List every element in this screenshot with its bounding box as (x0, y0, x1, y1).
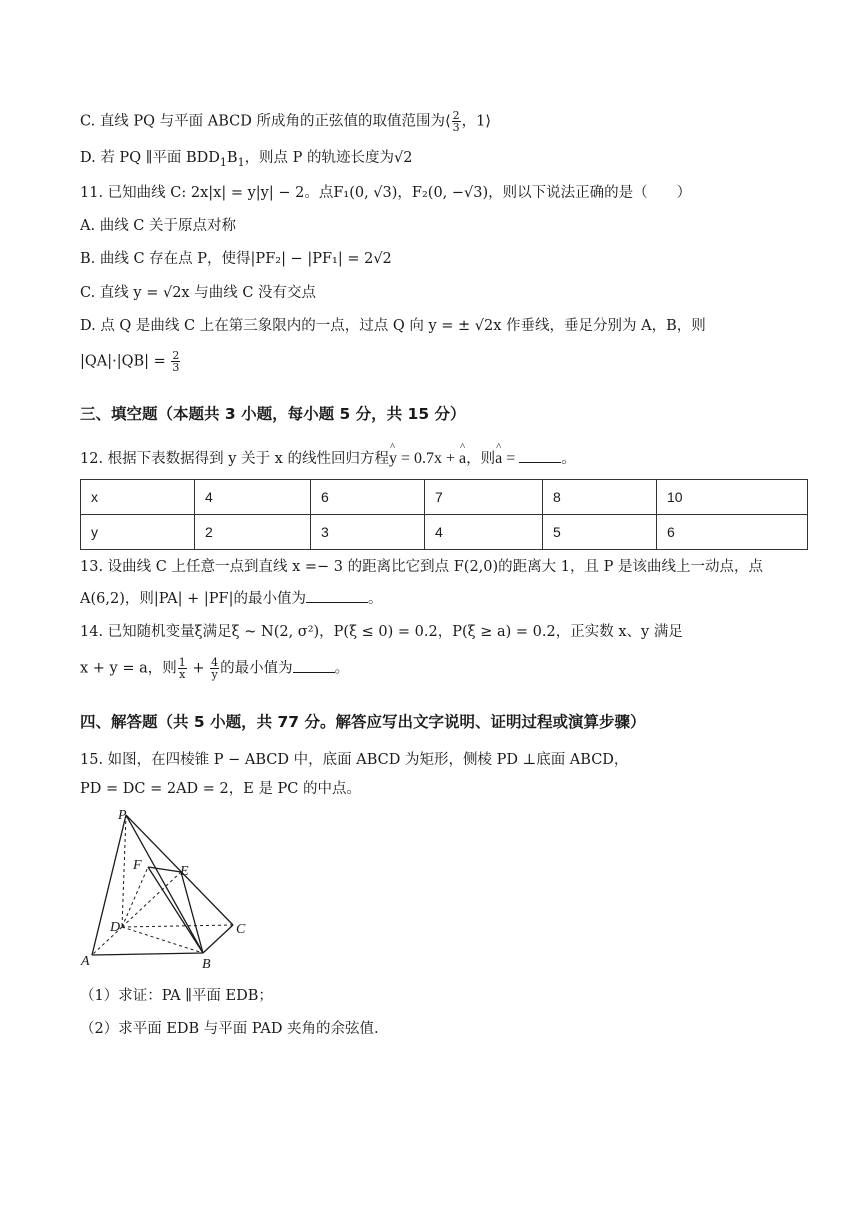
q12-data-table (80, 479, 808, 550)
q11-option-d: D. 点 Q 是曲线 C 上在第三象限内的一点，过点 Q 向 y = ± √2x 作垂线，垂足分别为 A，B，则 (80, 318, 706, 334)
q14-line2: x + y = a，则 $\frac{1}{x}$ + $\frac{4}{y}$ 的最小值为 。 (80, 656, 350, 681)
q13-answer-blank (306, 590, 368, 603)
section-3-title: 三、填空题（本题共 3 小题，每小题 5 分，共 15 分） (80, 405, 466, 423)
table-row (81, 515, 808, 550)
q14-fraction-2: $\frac{4}{y}$ (211, 656, 219, 681)
vertex-label-p: P (118, 808, 127, 823)
q15-subquestion-2: （2）求平面 EDB 与平面 PAD 夹角的余弦值. (80, 1021, 379, 1037)
q14-fraction-1: $\frac{1}{x}$ (178, 656, 186, 681)
table-row (81, 480, 808, 515)
q10-option-c-fraction: $\frac{2}{3}$ (452, 109, 460, 134)
q11-option-d-line2: |QA|·|QB| = $\frac{2}{3}$ (80, 349, 180, 374)
table-cell: 7 (425, 480, 543, 515)
q11-stem: 11. 已知曲线 C: 2x|x| = y|y| − 2。点F₁(0, √3)，F₂(0, −√3)，则以下说法正确的是（ ） (80, 185, 692, 201)
vertex-label-a: A (81, 954, 90, 969)
vertex-label-b: B (202, 957, 211, 972)
table-cell: 5 (543, 515, 657, 550)
q14-line1: 14. 已知随机变量ξ满足ξ ~ N(2, σ²)，P(ξ ≤ 0) = 0.2，P(ξ ≥ a) = 0.2，正实数 x、y 满足 (80, 624, 683, 640)
q11-option-b: B. 曲线 C 存在点 P，使得|PF₂| − |PF₁| = 2√2 (80, 251, 392, 267)
vertex-label-c: C (236, 922, 246, 937)
q12-stem: 12. 根据下表数据得到 y 关于 x 的线性回归方程^ y = 0.7x + ^ a，则^ a = 。 (80, 449, 576, 469)
q11-option-c: C. 直线 y = √2x 与曲线 C 没有交点 (80, 285, 317, 301)
q10-option-c: C. 直线 PQ 与平面 ABCD 所成角的正弦值的取值范围为⟨ $\frac{2}{3}$ ，1⟩ (80, 109, 492, 134)
table-cell: 6 (657, 515, 808, 550)
q13-line2: A(6,2)，则|PA| + |PF|的最小值为 。 (80, 591, 383, 607)
table-cell: 10 (657, 480, 808, 515)
q11-option-d-fraction: $\frac{2}{3}$ (172, 349, 180, 374)
section-4-title: 四、解答题（共 5 小题，共 77 分。解答应写出文字说明、证明过程或演算步骤） (80, 713, 646, 731)
table-cell: 4 (425, 515, 543, 550)
point-label-e: E (180, 864, 189, 879)
q15-line1: 15. 如图，在四棱锥 P − ABCD 中，底面 ABCD 为矩形，侧棱 PD ⊥底面 ABCD， (80, 752, 629, 768)
q10-option-d: D. 若 PQ ∥平面 $BDD_1B_1$，则点 P 的轨迹长度为√2 (80, 150, 413, 169)
q13-line1: 13. 设曲线 C 上任意一点到直线 x =− 3 的距离比它到点 F(2,0)的距离大 1，且 P 是该曲线上一动点，点 (80, 559, 763, 575)
table-cell: 6 (311, 480, 425, 515)
q14-answer-blank (293, 660, 335, 673)
q15-subquestion-1: （1）求证：PA ∥平面 EDB； (80, 988, 273, 1004)
table-cell: 4 (195, 480, 311, 515)
point-label-f: F (133, 858, 142, 873)
vertex-label-d: D (110, 920, 121, 935)
table-cell: 3 (311, 515, 425, 550)
table-cell: 8 (543, 480, 657, 515)
q15-line2: PD = DC = 2AD = 2，E 是 PC 的中点。 (80, 781, 362, 797)
table-cell: x (81, 480, 195, 515)
pyramid-figure (78, 805, 268, 975)
table-cell: y (81, 515, 195, 550)
table-cell: 2 (195, 515, 311, 550)
q12-answer-blank (519, 450, 561, 463)
q11-option-a: A. 曲线 C 关于原点对称 (80, 218, 237, 234)
